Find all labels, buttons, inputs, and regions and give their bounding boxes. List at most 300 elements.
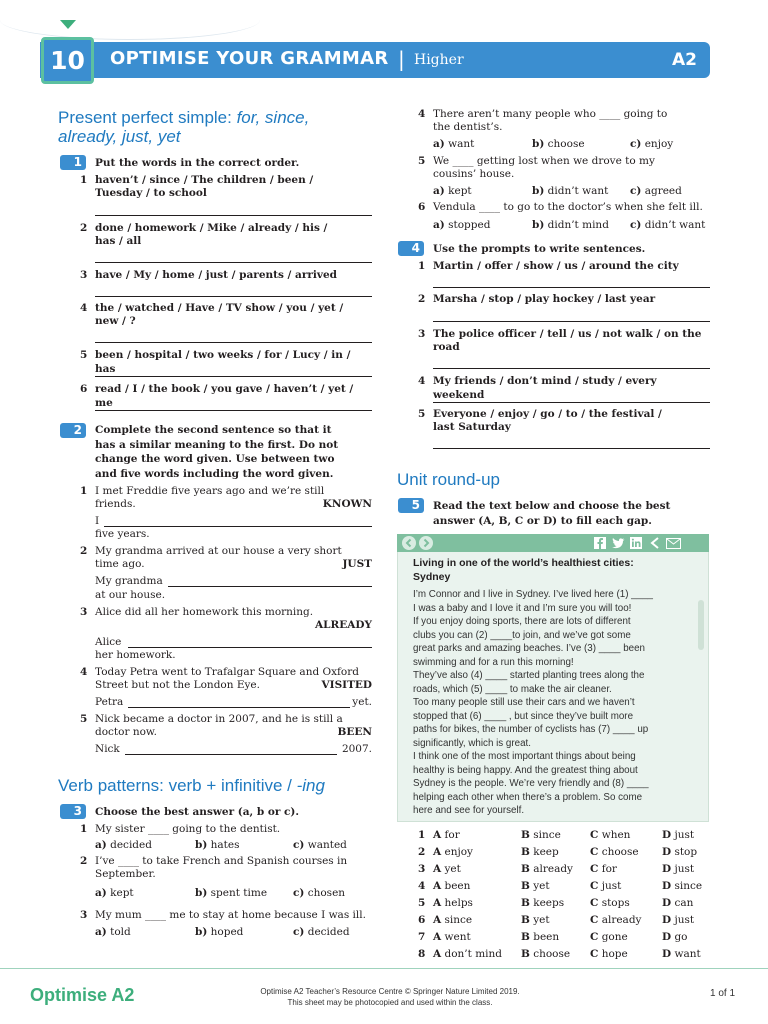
answer-option-d[interactable] — [662, 929, 688, 946]
list-item — [80, 222, 372, 269]
letter-label: A — [433, 931, 442, 943]
answer-row — [418, 878, 713, 895]
item-number: 5 — [418, 408, 426, 420]
answer-option-b[interactable] — [521, 912, 550, 929]
letter-label: B — [521, 948, 530, 960]
option-label: a) — [95, 887, 107, 899]
option-text: chosen — [307, 887, 346, 899]
reading-line: helping each other when there’s a problem. So come — [413, 791, 643, 803]
option-label: c) — [630, 185, 642, 197]
key-word: ALREADY — [314, 619, 372, 631]
row-number: 2 — [418, 846, 426, 858]
list-item — [80, 349, 372, 383]
item-number: 3 — [80, 269, 88, 281]
option-label: c) — [630, 138, 642, 150]
answer-option-a[interactable] — [433, 912, 472, 929]
option-b[interactable] — [195, 838, 240, 852]
option-a[interactable] — [95, 886, 134, 900]
answer-option-b[interactable] — [521, 861, 573, 878]
item-number: 1 — [80, 174, 88, 186]
answer-option-c[interactable] — [590, 912, 641, 929]
item-number: 5 — [80, 349, 88, 361]
answer-option-a[interactable] — [433, 827, 460, 844]
option-label: b) — [532, 138, 545, 150]
item-number: 4 — [418, 375, 426, 387]
section-title-present-perfect — [58, 108, 309, 128]
option-text: want — [674, 948, 701, 960]
option-text: since — [674, 880, 703, 892]
exercise-4-header — [398, 241, 424, 256]
reading-line: I was a baby and I love it and I’m sure you will too! — [413, 602, 632, 614]
option-text: didn’t mind — [547, 219, 609, 231]
row-number: 7 — [418, 931, 426, 943]
option-a[interactable] — [95, 838, 152, 852]
item-sentence: cousins’ house. — [433, 168, 515, 180]
item-sentence: Vendula ____ to go to the doctor’s when she felt ill. — [433, 201, 703, 213]
header-title: OPTIMISE YOUR GRAMMAR — [110, 48, 389, 69]
item-text: done / homework / Mike / already / his / — [95, 222, 328, 234]
option-label: c) — [293, 839, 305, 851]
list-item — [418, 328, 710, 375]
option-text: decided — [110, 839, 152, 851]
letter-label: C — [590, 914, 599, 926]
item-number: 3 — [80, 606, 88, 618]
section-title-verb-patterns — [58, 776, 325, 796]
option-text: already — [601, 914, 642, 926]
reading-line: If you enjoy doing sports, there are lots of different — [413, 616, 631, 627]
twitter-icon[interactable] — [611, 537, 625, 549]
item-number: 3 — [418, 328, 426, 340]
option-label: b) — [532, 185, 545, 197]
item-number: 4 — [418, 108, 426, 120]
footer-copyright — [240, 986, 540, 1008]
option-text: already — [533, 863, 573, 875]
copyright-line: Optimise A2 Teacher’s Resource Centre © Springer Nature Limited 2019. — [260, 987, 520, 996]
reading-line: I think one of the most important things about being — [413, 751, 636, 762]
answer-option-a[interactable] — [433, 929, 471, 946]
option-text: when — [601, 829, 631, 841]
answer-option-b[interactable] — [521, 844, 559, 861]
option-text: helps — [444, 897, 473, 909]
share-icon[interactable] — [649, 537, 661, 549]
item-number: 2 — [80, 222, 88, 234]
option-text: gone — [601, 931, 628, 943]
instruction-line: answer (A, B, C or D) to fill each gap. — [433, 514, 652, 527]
answer-line[interactable] — [95, 262, 372, 263]
prev-arrow-icon[interactable] — [402, 536, 416, 550]
answer-line[interactable] — [95, 410, 372, 411]
option-text: just — [674, 863, 695, 875]
exercise-number-badge: 1 — [60, 155, 86, 170]
option-text: yet — [444, 863, 461, 875]
reading-text — [413, 588, 693, 818]
option-c[interactable] — [293, 886, 345, 900]
list-item — [80, 666, 372, 713]
answer-line[interactable] — [128, 707, 350, 708]
header-cefr-level: A2 — [672, 50, 697, 70]
answer-line[interactable] — [433, 287, 710, 288]
section-title-unit-round-up: Unit round-up — [397, 470, 501, 489]
answer-option-d[interactable] — [662, 946, 701, 963]
list-item — [80, 383, 372, 417]
option-text: stop — [674, 846, 698, 858]
answer-option-d[interactable] — [662, 844, 697, 861]
item-sentence: Street but not the London Eye. — [95, 679, 260, 691]
exercise-1-header — [60, 155, 86, 170]
option-text: hope — [601, 948, 628, 960]
answer-line[interactable] — [95, 376, 372, 377]
letter-label: D — [662, 948, 672, 960]
letter-label: B — [521, 897, 530, 909]
key-word: JUST — [342, 558, 372, 570]
option-text: kept — [448, 185, 472, 197]
option-b[interactable] — [532, 218, 609, 232]
option-label: a) — [95, 926, 107, 938]
option-label: a) — [95, 839, 107, 851]
answer-line[interactable] — [128, 647, 372, 648]
exercise-2-instruction — [95, 423, 375, 481]
option-b[interactable] — [195, 925, 243, 939]
list-item — [418, 201, 710, 231]
option-text: spent time — [210, 887, 268, 899]
reading-line: paths for bikes, the number of cyclists has (7) ____ up — [413, 724, 649, 735]
letter-label: C — [590, 948, 599, 960]
section-title-italic: -ing — [296, 776, 325, 795]
option-text: hoped — [210, 926, 244, 938]
answer-option-a[interactable] — [433, 878, 470, 895]
unit-number-badge: 10 — [41, 37, 94, 84]
option-text: keep — [533, 846, 559, 858]
reading-scrollbar[interactable] — [698, 600, 704, 650]
letter-label: C — [590, 846, 599, 858]
letter-label: A — [433, 829, 442, 841]
option-text: since — [533, 829, 561, 841]
letter-label: A — [433, 863, 442, 875]
answer-option-b[interactable] — [521, 827, 561, 844]
option-c[interactable] — [630, 137, 673, 151]
answer-options-grid — [418, 827, 713, 963]
list-item — [418, 293, 710, 328]
option-label: b) — [195, 887, 208, 899]
option-text: choose — [533, 948, 571, 960]
answer-option-d[interactable] — [662, 827, 694, 844]
item-number: 2 — [418, 293, 426, 305]
item-sentence: September. — [95, 868, 156, 880]
exercise-number-badge: 5 — [398, 498, 424, 513]
answer-option-c[interactable] — [590, 861, 617, 878]
list-item — [418, 375, 710, 408]
exercise-3-header — [60, 804, 86, 819]
footer-divider — [0, 968, 768, 969]
row-number: 4 — [418, 880, 426, 892]
reading-line: I’m Connor and I live in Sydney. I’ve lived here (1) ____ — [413, 589, 653, 600]
item-prompt: 2007. — [341, 743, 372, 755]
exercise-2-list — [80, 485, 372, 760]
reading-title-line: Living in one of the world’s healthiest cities: — [413, 557, 634, 569]
item-number: 6 — [418, 201, 426, 213]
item-sentence: My mum ____ me to stay at home because I was ill. — [95, 909, 366, 921]
item-sentence: Alice did all her homework this morning. — [95, 606, 314, 618]
option-text: went — [444, 931, 471, 943]
option-text: choose — [547, 138, 585, 150]
reading-line: They’ve also (4) ____ started planting trees along the — [413, 670, 645, 681]
option-text: yet — [533, 914, 550, 926]
item-prompt: Nick — [95, 743, 120, 755]
answer-option-c[interactable] — [590, 929, 628, 946]
item-sentence: Nick became a doctor in 2007, and he is still a — [95, 713, 343, 725]
item-text: Marsha / stop / play hockey / last year — [433, 293, 656, 305]
list-item — [418, 408, 710, 455]
answer-line[interactable] — [95, 215, 372, 216]
instruction-line: Complete the second sentence so that it — [95, 424, 332, 436]
answer-option-b[interactable] — [521, 946, 570, 963]
exercise-3-instruction: Choose the best answer (a, b or c). — [95, 806, 300, 818]
instruction-line: Read the text below and choose the best — [433, 500, 671, 512]
option-text: for — [444, 829, 460, 841]
option-text: hates — [210, 839, 240, 851]
reading-line: clubs you can (2) ____to join, and we’ve got some — [413, 629, 631, 641]
option-text: keeps — [533, 897, 565, 909]
item-number: 1 — [80, 485, 88, 497]
letter-label: A — [433, 846, 442, 858]
option-text: just — [674, 914, 695, 926]
exercise-number-badge: 4 — [398, 241, 424, 256]
option-a[interactable] — [433, 137, 474, 151]
option-label: c) — [293, 926, 305, 938]
item-prompt: her homework. — [95, 649, 176, 661]
answer-option-a[interactable] — [433, 861, 461, 878]
exercise-5-header — [398, 498, 424, 513]
item-text: The police officer / tell / us / not walk / on the — [433, 328, 702, 340]
letter-label: A — [433, 948, 442, 960]
option-text: stopped — [448, 219, 491, 231]
item-sentence: I met Freddie five years ago and we’re still — [95, 485, 325, 497]
answer-row — [418, 844, 713, 861]
row-number: 1 — [418, 829, 426, 841]
item-sentence: friends. — [95, 498, 136, 510]
letter-label: B — [521, 880, 530, 892]
answer-line[interactable] — [433, 321, 710, 322]
letter-label: D — [662, 914, 672, 926]
letter-label: C — [590, 863, 599, 875]
item-prompt: I — [95, 515, 100, 527]
reading-line: swimming and for a run this morning! — [413, 656, 574, 668]
row-number: 6 — [418, 914, 426, 926]
answer-option-c[interactable] — [590, 844, 639, 861]
item-number: 1 — [418, 260, 426, 272]
item-number: 5 — [80, 713, 88, 725]
item-sentence: My sister ____ going to the dentist. — [95, 823, 281, 835]
exercise-3-list-left — [80, 823, 375, 938]
letter-label: B — [521, 931, 530, 943]
footer-brand: Optimise A2 — [30, 985, 135, 1005]
answer-option-c[interactable] — [590, 946, 628, 963]
option-text: go — [674, 931, 688, 943]
answer-option-c[interactable] — [590, 878, 621, 895]
item-sentence: We ____ getting lost when we drove to my — [433, 155, 655, 167]
reading-line: roads, which (5) ____ to make the air cleaner. — [413, 683, 612, 695]
section-title-part: Present perfect simple: — [58, 108, 237, 127]
reading-line: great parks and amazing beaches. I’ve (3) ____ been — [413, 643, 646, 654]
item-prompt: yet. — [352, 696, 372, 708]
item-text: have / My / home / just / parents / arrived — [95, 269, 338, 281]
option-c[interactable] — [293, 925, 350, 939]
item-text: haven’t / since / The children / been / — [95, 174, 314, 186]
option-c[interactable] — [630, 218, 705, 232]
reading-line: significantly, which is great. — [413, 737, 531, 749]
exercise-1-instruction: Put the words in the correct order. — [95, 157, 300, 169]
letter-label: B — [521, 863, 530, 875]
next-arrow-icon[interactable] — [419, 536, 433, 550]
item-text: new / ? — [95, 315, 136, 327]
answer-row — [418, 861, 713, 878]
answer-option-d[interactable] — [662, 878, 702, 895]
item-text: My friends / don’t mind / study / every weekend — [433, 375, 657, 401]
option-a[interactable] — [95, 925, 131, 939]
option-b[interactable] — [195, 886, 267, 900]
answer-option-a[interactable] — [433, 844, 473, 861]
letter-label: B — [521, 914, 530, 926]
answer-line[interactable] — [95, 296, 372, 297]
list-item — [80, 302, 372, 349]
triangle-marker-icon — [60, 20, 76, 29]
item-sentence: My grandma arrived at our house a very short — [95, 545, 342, 557]
answer-line[interactable] — [104, 526, 372, 527]
decorative-arc — [0, 0, 260, 40]
item-sentence: There aren’t many people who ____ going to — [433, 108, 668, 120]
list-item — [80, 545, 372, 606]
answer-option-c[interactable] — [590, 895, 630, 912]
reading-line: stopped that (6) ____ , but since they’ve built more — [413, 710, 634, 722]
letter-label: D — [662, 863, 672, 875]
option-text: enjoy — [444, 846, 473, 858]
list-item — [80, 823, 375, 853]
answer-line[interactable] — [125, 754, 337, 755]
answer-option-d[interactable] — [662, 895, 693, 912]
letter-label: B — [521, 846, 530, 858]
item-number: 1 — [80, 823, 88, 835]
answer-option-d[interactable] — [662, 861, 694, 878]
item-number: 6 — [80, 383, 88, 395]
answer-option-d[interactable] — [662, 912, 694, 929]
item-number: 2 — [80, 855, 88, 867]
option-text: can — [674, 897, 694, 909]
answer-option-a[interactable] — [433, 946, 502, 963]
item-number: 3 — [80, 909, 88, 921]
option-a[interactable] — [433, 184, 472, 198]
item-prompt: Petra — [95, 696, 124, 708]
copyright-line: This sheet may be photocopied and used within the class. — [287, 998, 493, 1007]
option-label: c) — [630, 219, 642, 231]
list-item — [80, 269, 372, 302]
answer-line[interactable] — [433, 448, 710, 449]
option-c[interactable] — [630, 184, 682, 198]
answer-option-b[interactable] — [521, 895, 564, 912]
instruction-line: and five words including the word given. — [95, 467, 334, 480]
list-item — [418, 260, 710, 293]
item-number: 5 — [418, 155, 426, 167]
exercise-number-badge: 3 — [60, 804, 86, 819]
list-item — [80, 485, 372, 545]
option-label: c) — [293, 887, 305, 899]
item-text: Tuesday / to school — [95, 187, 207, 199]
list-item — [80, 606, 372, 666]
item-prompt: Alice — [95, 636, 122, 648]
option-text: didn’t want — [547, 185, 609, 197]
item-sentence: I’ve ____ to take French and Spanish courses in — [95, 855, 348, 867]
item-prompt: My grandma — [95, 575, 163, 587]
answer-line[interactable] — [168, 586, 372, 587]
reading-line: healthy is being happy. And the greatest thing about — [413, 764, 638, 776]
list-item — [418, 108, 710, 154]
option-text: don’t mind — [444, 948, 502, 960]
answer-line[interactable] — [433, 368, 710, 369]
reading-title — [413, 557, 693, 584]
item-sentence: Today Petra went to Trafalgar Square and Oxford — [95, 666, 359, 678]
linkedin-icon[interactable] — [630, 537, 642, 549]
option-text: since — [444, 914, 473, 926]
option-text: been — [444, 880, 471, 892]
option-label: b) — [195, 839, 208, 851]
section-title-italic: already, just, yet — [58, 127, 181, 146]
answer-option-b[interactable] — [521, 929, 559, 946]
option-text: agreed — [644, 185, 682, 197]
answer-line[interactable] — [433, 402, 710, 403]
list-item — [80, 853, 375, 901]
reading-toolbar — [397, 534, 709, 552]
item-text: last Saturday — [433, 421, 511, 433]
letter-label: A — [433, 897, 442, 909]
instruction-line: has a similar meaning to the first. Do not — [95, 438, 339, 451]
section-title-line2 — [58, 127, 181, 147]
email-icon[interactable] — [666, 538, 681, 549]
option-c[interactable] — [293, 838, 347, 852]
item-sentence: the dentist’s. — [433, 121, 503, 133]
key-word: KNOWN — [322, 498, 372, 510]
letter-label: B — [521, 829, 530, 841]
option-text: been — [533, 931, 560, 943]
item-number: 4 — [80, 666, 88, 678]
letter-label: C — [590, 897, 599, 909]
option-b[interactable] — [532, 184, 608, 198]
answer-option-b[interactable] — [521, 878, 550, 895]
exercise-5-instruction — [433, 499, 713, 528]
answer-line[interactable] — [95, 342, 372, 343]
answer-row — [418, 912, 713, 929]
row-number: 5 — [418, 897, 426, 909]
exercise-3-list-right — [418, 108, 710, 231]
letter-label: D — [662, 897, 672, 909]
option-b[interactable] — [532, 137, 585, 151]
option-a[interactable] — [433, 218, 490, 232]
item-text: Martin / offer / show / us / around the city — [433, 260, 679, 272]
option-label: a) — [433, 219, 445, 231]
answer-option-c[interactable] — [590, 827, 630, 844]
answer-option-a[interactable] — [433, 895, 473, 912]
facebook-icon[interactable] — [594, 537, 606, 549]
item-text: has / all — [95, 235, 142, 247]
item-text: the / watched / Have / TV show / you / yet / — [95, 302, 344, 314]
list-item — [418, 154, 710, 201]
item-number: 2 — [80, 545, 88, 557]
option-text: didn’t want — [644, 219, 706, 231]
option-label: a) — [433, 138, 445, 150]
letter-label: D — [662, 846, 672, 858]
key-word: VISITED — [321, 679, 372, 691]
item-prompt: five years. — [95, 528, 150, 540]
row-number: 3 — [418, 863, 426, 875]
exercise-2-header — [60, 423, 86, 438]
